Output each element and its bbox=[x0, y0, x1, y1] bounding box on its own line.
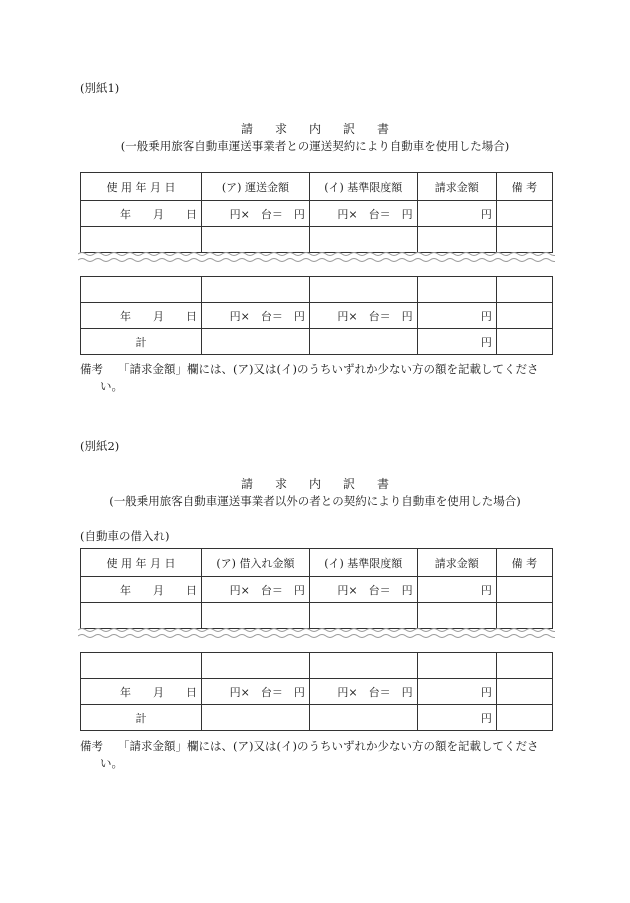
header-amount-a: (ア) 運送金額 bbox=[202, 173, 310, 201]
cell-empty bbox=[417, 653, 496, 679]
cell-claim-yen: 円 bbox=[417, 201, 496, 227]
cell-empty bbox=[81, 653, 202, 679]
breakdown-table-1-bottom bbox=[80, 276, 553, 355]
cell-empty bbox=[309, 705, 417, 731]
cell-remarks bbox=[496, 303, 552, 329]
cell-total-label: 計 bbox=[81, 705, 202, 731]
cell-empty bbox=[81, 227, 202, 253]
table-header-row bbox=[81, 549, 553, 577]
cell-date: 年 月 日 bbox=[81, 679, 202, 705]
cell-empty bbox=[417, 603, 496, 629]
cell-amount-calc: 円× 台＝ 円 bbox=[202, 303, 310, 329]
cell-claim-yen: 円 bbox=[417, 577, 496, 603]
table-row bbox=[81, 277, 553, 303]
cell-empty bbox=[309, 329, 417, 355]
table-break-wave-1 bbox=[78, 250, 555, 264]
cell-total-yen: 円 bbox=[417, 329, 496, 355]
cell-date: 年 月 日 bbox=[81, 201, 202, 227]
table-header-row bbox=[81, 173, 553, 201]
table-row bbox=[81, 201, 553, 227]
cell-empty bbox=[417, 227, 496, 253]
table-row bbox=[81, 653, 553, 679]
cell-empty bbox=[496, 227, 552, 253]
attachment-label-1: (別紙1) bbox=[80, 81, 120, 95]
cell-empty bbox=[309, 653, 417, 679]
note-text: 「請求金額」欄には、(ア)又は(イ)のうちいずれか少ない方の額を記載してくださ bbox=[118, 739, 539, 753]
note-head: 備考 bbox=[80, 362, 103, 376]
note-line bbox=[80, 738, 560, 755]
header-remarks: 備 考 bbox=[496, 549, 552, 577]
document-title-2: 請求内訳書 bbox=[240, 477, 411, 491]
remarks-note-2 bbox=[80, 738, 560, 772]
cell-empty bbox=[496, 653, 552, 679]
cell-limit-calc: 円× 台＝ 円 bbox=[309, 679, 417, 705]
cell-empty bbox=[81, 277, 202, 303]
cell-empty bbox=[202, 653, 310, 679]
cell-empty bbox=[496, 603, 552, 629]
cell-total-label: 計 bbox=[81, 329, 202, 355]
cell-empty bbox=[202, 329, 310, 355]
document-subtitle-2: (一般乗用旅客自動車運送事業者以外の者との契約により自動車を使用した場合) bbox=[109, 494, 521, 508]
note-text: い。 bbox=[100, 379, 123, 393]
remarks-note-1 bbox=[80, 361, 560, 395]
cell-amount-calc: 円× 台＝ 円 bbox=[202, 679, 310, 705]
cell-empty bbox=[496, 329, 552, 355]
document-title-1: 請求内訳書 bbox=[240, 122, 411, 136]
cell-empty bbox=[202, 705, 310, 731]
note-line bbox=[80, 755, 560, 772]
cell-claim-yen: 円 bbox=[417, 679, 496, 705]
cell-empty bbox=[202, 227, 310, 253]
header-claim-amount: 請求金額 bbox=[417, 173, 496, 201]
cell-remarks bbox=[496, 577, 552, 603]
cell-empty bbox=[417, 277, 496, 303]
cell-empty bbox=[309, 227, 417, 253]
table-row bbox=[81, 303, 553, 329]
header-use-date: 使 用 年 月 日 bbox=[81, 173, 202, 201]
cell-amount-calc: 円× 台＝ 円 bbox=[202, 201, 310, 227]
cell-empty bbox=[496, 277, 552, 303]
cell-empty bbox=[202, 603, 310, 629]
table-row bbox=[81, 577, 553, 603]
cell-limit-calc: 円× 台＝ 円 bbox=[309, 201, 417, 227]
breakdown-table-2-bottom bbox=[80, 652, 553, 731]
header-remarks: 備 考 bbox=[496, 173, 552, 201]
cell-empty bbox=[496, 705, 552, 731]
cell-total-yen: 円 bbox=[417, 705, 496, 731]
header-limit-b: (イ) 基準限度額 bbox=[309, 173, 417, 201]
cell-date: 年 月 日 bbox=[81, 303, 202, 329]
cell-claim-yen: 円 bbox=[417, 303, 496, 329]
breakdown-table-2-top bbox=[80, 548, 553, 629]
note-line bbox=[80, 378, 560, 395]
header-claim-amount: 請求金額 bbox=[417, 549, 496, 577]
cell-remarks bbox=[496, 679, 552, 705]
cell-limit-calc: 円× 台＝ 円 bbox=[309, 303, 417, 329]
header-use-date: 使 用 年 月 日 bbox=[81, 549, 202, 577]
cell-remarks bbox=[496, 201, 552, 227]
breakdown-table-1-top bbox=[80, 172, 553, 253]
vehicle-rental-label: (自動車の借入れ) bbox=[80, 529, 170, 543]
note-line bbox=[80, 361, 560, 378]
table-total-row bbox=[81, 329, 553, 355]
cell-limit-calc: 円× 台＝ 円 bbox=[309, 577, 417, 603]
cell-amount-calc: 円× 台＝ 円 bbox=[202, 577, 310, 603]
table-row bbox=[81, 227, 553, 253]
cell-empty bbox=[202, 277, 310, 303]
note-head: 備考 bbox=[80, 739, 103, 753]
table-break-wave-2 bbox=[78, 626, 555, 640]
cell-empty bbox=[81, 603, 202, 629]
table-row bbox=[81, 603, 553, 629]
cell-empty bbox=[309, 277, 417, 303]
table-row bbox=[81, 679, 553, 705]
note-text: い。 bbox=[100, 756, 123, 770]
cell-empty bbox=[309, 603, 417, 629]
document-subtitle-1: (一般乗用旅客自動車運送事業者との運送契約により自動車を使用した場合) bbox=[120, 139, 510, 153]
attachment-label-2: (別紙2) bbox=[80, 439, 120, 453]
cell-date: 年 月 日 bbox=[81, 577, 202, 603]
note-text: 「請求金額」欄には、(ア)又は(イ)のうちいずれか少ない方の額を記載してくださ bbox=[118, 362, 539, 376]
header-amount-a: (ア) 借入れ金額 bbox=[202, 549, 310, 577]
header-limit-b: (イ) 基準限度額 bbox=[309, 549, 417, 577]
table-total-row bbox=[81, 705, 553, 731]
